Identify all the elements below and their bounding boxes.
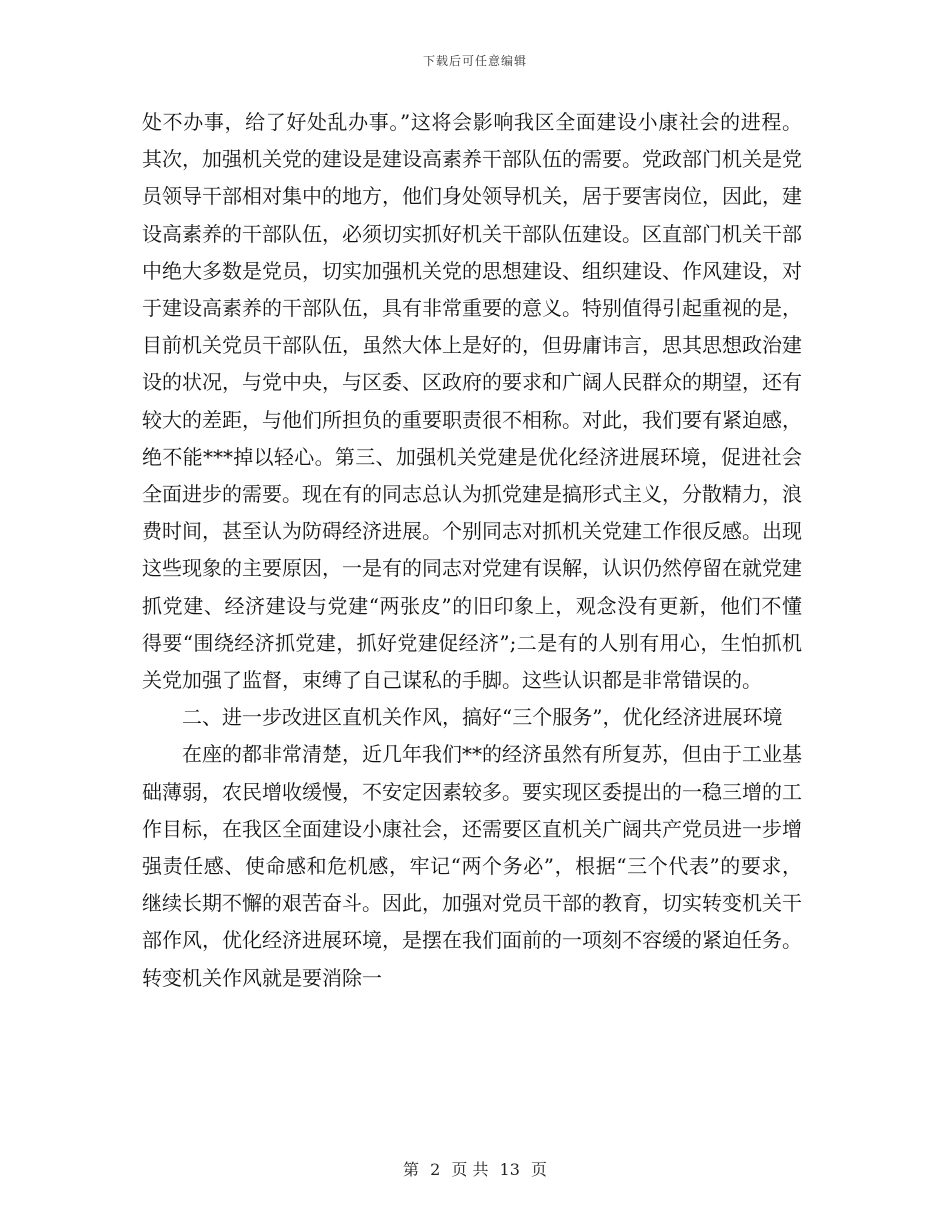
paragraph: 在座的都非常清楚，近几年我们**的经济虽然有所复苏，但由于工业基础薄弱，农民增收缓慢，不安定因素较多。要实现区委提出的一稳三增的工作目标，在我区全面建设小康社会，还需要区直机关广阔共产党员进一步增强责任感、使命感和危机感，牢记“两个务必”，根据“三个代表”的要求，继续长期不懈的艰苦奋斗。因此，加强对党员干部的教育，切实转变机关干部作风，优化经济进展环境，是摆在我们面前的一项刻不容缓的紧迫任务。转变机关作风就是要消除一 (142, 742, 802, 990)
footer-label-middle: 页 共 (451, 1160, 489, 1179)
footer-label-after: 页 (531, 1160, 548, 1179)
paragraph-continuation: 处不办事，给了好处乱办事。”这将会影响我区全面建设小康社会的进程。其次，加强机关党的建设是建设高素养干部队伍的需要。党政部门机关是党员领导干部相对集中的地方，他们身处领导机关，居于要害岗位，因此，建设高素养的干部队伍，必须切实抓好机关干部队伍建设。区直部门机关干部中绝大多数是党员，切实加强机关党的思想建设、组织建设、作风建设，对于建设高素养的干部队伍，具有非常重要的意义。特别值得引起重视的是，目前机关党员干部队伍，虽然大体上是好的，但毋庸讳言，思其思想政治建设的状况，与党中央，与区委、区政府的要求和广阔人民群众的期望，还有较大的差距，与他们所担负的重要职责很不相称。对此，我们要有紧迫感，绝不能***掉以轻心。第三、加强机关党建是优化经济进展环境，促进社会全面进步的需要。现在有的同志总认为抓党建是搞形式主义，分散精力，浪费时间，甚至认为防碍经济进展。个别同志对抓机关党建工作很反感。出现这些现象的主要原因，一是有的同志对党建有误解，认识仍然停留在就党建抓党建、经济建设与党建“两张皮”的旧印象上，观念没有更新，他们不懂得要“围绕经济抓党建，抓好党建促经济”;二是有的人别有用心，生怕抓机关党加强了监督，束缚了自己谋私的手脚。这些认识都是非常错误的。 (142, 110, 802, 693)
total-pages: 13 (499, 1160, 520, 1179)
document-body (142, 104, 802, 997)
page-number: 2 (430, 1160, 441, 1179)
section-heading: 二、进一步改进区直机关作风，搞好“三个服务”，优化经济进展环境 (182, 705, 783, 730)
page-header-note: 下载后可任意编辑 (422, 54, 527, 68)
page-footer (0, 1157, 950, 1180)
footer-label-before: 第 (402, 1160, 419, 1179)
